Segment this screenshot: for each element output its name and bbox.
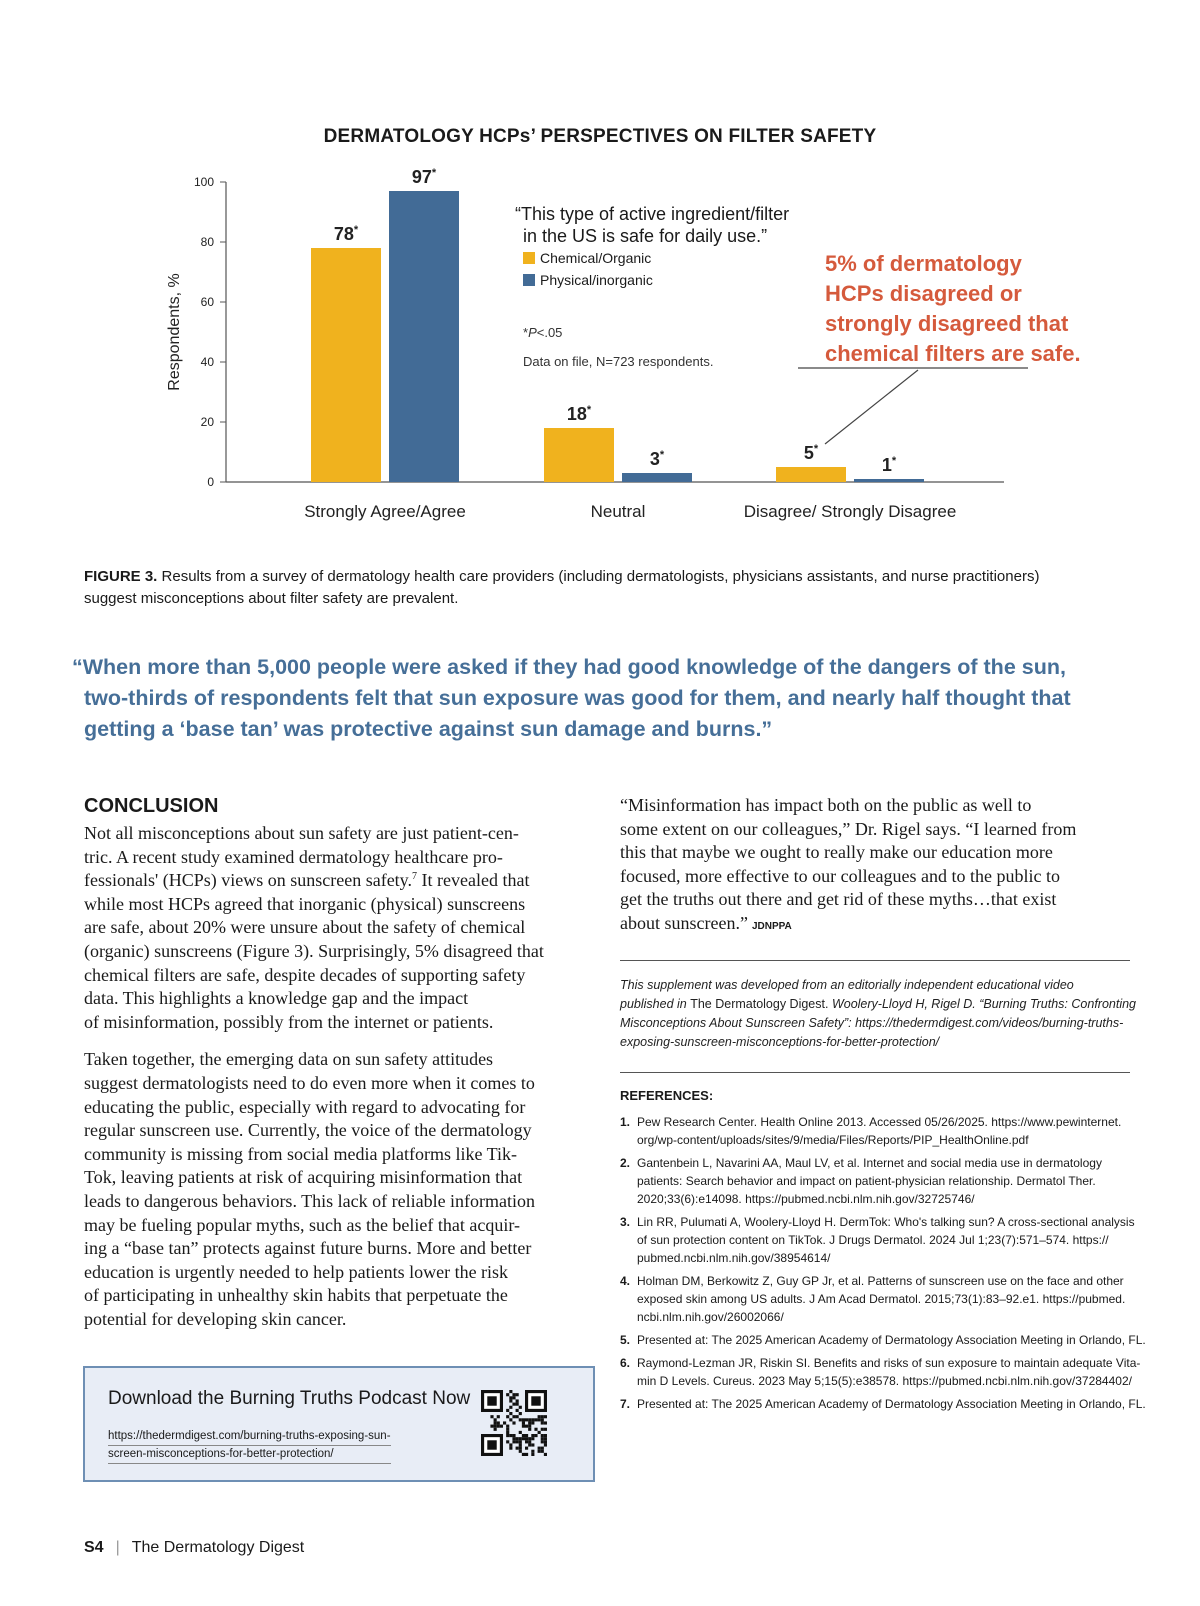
conclusion-paragraph-2 — [84, 1048, 594, 1331]
reference-item: 3. Lin RR, Pulumati A, Woolery-Lloyd H. DermTok: Who's talking sun? A cross-sectional analysis of sun protection content on TikTok. J Drugs Dermatol. 2024 Jul 1;23(7):571–574. https:// pubmed.ncbi.nlm.nih.gov/38954614/ — [620, 1215, 1135, 1265]
chart-callout: 5% of dermatology HCPs disagreed or strongly disagreed that chemical filters are safe. — [825, 251, 1081, 366]
text-line: while most HCPs agreed that inorganic (physical) sunscreens — [84, 893, 526, 914]
bar-chemical — [776, 467, 846, 482]
figure-caption-line-1: Results from a survey of dermatology health care providers (including dermatologists, physicians assistants, and nurse practitioners) — [161, 568, 1040, 585]
x-category-label: Neutral — [590, 502, 646, 521]
podcast-title: Download the Burning Truths Podcast Now — [108, 1388, 471, 1409]
legend-label-physical: Physical/inorganic — [540, 272, 653, 288]
podcast-box — [83, 1366, 595, 1482]
data-note: Data on file, N=723 respondents. — [523, 354, 714, 369]
y-tick-label: 60 — [200, 295, 214, 309]
text-line: get the truths out there and get rid of these myths…that exist — [620, 889, 1057, 910]
text-line: leads to dangerous behaviors. This lack of reliable information — [84, 1190, 536, 1211]
reference-item: 2. Gantenbein L, Navarini AA, Maul LV, et al. Internet and social media use in dermatology patients: Search behavior and impact on patient-physician relationship. Dermatol Ther. 2020;33(6):e14098. https://pubmed.ncbi.nlm.nih.gov/32725746/ — [620, 1156, 1102, 1206]
author-signature: JDNPPA — [751, 920, 792, 932]
callout-leader-line — [825, 370, 918, 444]
bar-value-label: 78* — [333, 224, 359, 244]
reference-item: 5. Presented at: The 2025 American Academy of Dermatology Association Meeting in Orlando, FL. — [620, 1333, 1146, 1347]
y-tick-label: 0 — [207, 475, 214, 489]
text-line: community is missing from social media platforms like Tik- — [84, 1143, 517, 1164]
text-line: Not all misconceptions about sun safety are just patient-cen- — [84, 823, 519, 843]
publication-name: The Dermatology Digest. — [690, 997, 829, 1011]
bar-value-label: 18* — [566, 404, 592, 424]
chart-quote-line-2: in the US is safe for daily use.” — [523, 226, 768, 246]
rigel-quote — [620, 794, 1130, 953]
reference-item: 6. Raymond-Lezman JR, Riskin SI. Benefits and risks of sun exposure to maintain adequate Vita- min D Levels. Cureus. 2023 May 5;15(5):e38578. https://pubmed.ncbi.nlm.nih.gov/37284402/ — [620, 1356, 1141, 1388]
conclusion-paragraph-1 — [84, 822, 594, 1034]
references — [620, 1087, 1146, 1418]
text-line: may be fueling popular myths, such as the belief that acquir- — [84, 1214, 521, 1235]
page-number: S4 — [84, 1539, 104, 1556]
legend-item-physical — [523, 269, 815, 291]
text-line: about sunscreen.” JDNPPA — [620, 912, 792, 933]
citation-superscript: 7 — [412, 871, 418, 883]
publication-name: The Dermatology Digest — [131, 1539, 305, 1556]
podcast-link[interactable]: https://thedermdigest.com/burning-truths-exposing-sun- screen-misconceptions-for-better-protection/ — [108, 1428, 391, 1464]
divider — [620, 960, 1130, 961]
text-line: regular sunscreen use. Currently, the voice of the dermatology — [84, 1120, 532, 1141]
conclusion-column — [84, 795, 594, 1345]
text-line: some extent on our colleagues,” Dr. Rigel says. “I learned from — [620, 818, 1077, 839]
bar-value-label: 1* — [881, 455, 897, 475]
footer-separator: | — [115, 1539, 120, 1556]
legend-label-chemical: Chemical/Organic — [540, 250, 652, 266]
text-line: data. This highlights a knowledge gap and the impact — [84, 988, 469, 1009]
chart-quote-line-1: “This type of active ingredient/filter — [515, 204, 790, 224]
rigel-quote-paragraph — [620, 794, 1130, 939]
x-category-label: Strongly Agree/Agree — [304, 502, 466, 521]
x-category-label: Disagree/ Strongly Disagree — [743, 502, 957, 521]
pull-quote-line: “When more than 5,000 people were asked if they had good knowledge of the dangers of the sun, — [72, 655, 1066, 679]
conclusion-heading: CONCLUSION — [84, 795, 219, 817]
figure-label: FIGURE 3. — [84, 568, 158, 585]
bar-physical — [854, 479, 924, 482]
text-line: fessionals' (HCPs) views on sunscreen safety.$^7$ It revealed that — [84, 870, 530, 891]
y-tick-label: 20 — [200, 415, 214, 429]
legend-swatch-chemical — [523, 252, 535, 264]
text-line: Tok, leaving patients at risk of acquiring misinformation that — [84, 1167, 523, 1188]
pull-quote-line: getting a ‘base tan’ was protective against sun damage and burns.” — [84, 717, 773, 741]
reference-item: 4. Holman DM, Berkowitz Z, Guy GP Jr, et al. Patterns of sunscreen use on the face and other exposed skin among US adults. J Am Acad Dermatol. 2015;73(1):83–92.e1. https://pubmed. ncbi.nlm.nih.gov/26002066/ — [620, 1274, 1126, 1324]
qr-code-icon[interactable] — [481, 1390, 547, 1456]
chart-title: DERMATOLOGY HCPs’ PERSPECTIVES ON FILTER SAFETY — [323, 126, 877, 147]
references-heading: REFERENCES: — [620, 1088, 714, 1103]
text-line: chemical filters are safe, despite decades of supporting safety — [84, 964, 526, 985]
text-line: Taken together, the emerging data on sun safety attitudes — [84, 1049, 494, 1070]
page-footer — [84, 1539, 304, 1557]
bar-chemical — [544, 428, 614, 482]
text-line: (organic) sunscreens (Figure 3). Surprisingly, 5% disagreed that — [84, 940, 544, 961]
y-axis-label: Respondents, % — [166, 273, 183, 391]
bar-chemical — [311, 248, 381, 482]
bar-value-label: 97* — [411, 167, 437, 187]
text-line: of misinformation, possibly from the internet or patients. — [84, 1011, 494, 1032]
text-line: This supplement was developed from an editorially independent educational video — [620, 978, 1074, 992]
y-tick-label: 100 — [193, 175, 214, 189]
text-line: tric. A recent study examined dermatology healthcare pro- — [84, 846, 503, 867]
text-line: focused, more effective to our colleagues and to the public to — [620, 865, 1061, 886]
chart-legend — [515, 203, 815, 291]
bar-value-label: 3* — [649, 449, 665, 469]
text-line: published in The Dermatology Digest. Woolery-Lloyd H, Rigel D. “Burning Truths: Confronting — [620, 997, 1137, 1011]
text-line: suggest dermatologists need to do even more when it comes to — [84, 1072, 535, 1093]
bar-physical — [389, 191, 459, 482]
y-tick-label: 80 — [200, 235, 214, 249]
legend-item-chemical — [523, 247, 815, 269]
text-line: exposing-sunscreen-misconceptions-for-better-protection/ — [620, 1035, 940, 1049]
text-line: “Misinformation has impact both on the public as well to — [620, 795, 1032, 815]
legend-swatch-physical — [523, 274, 535, 286]
text-line: of participating in unhealthy skin habits that perpetuate the — [84, 1285, 508, 1306]
divider — [620, 1072, 1130, 1073]
pull-quote — [72, 652, 1092, 745]
text-line: education is urgently needed to help patients lower the risk — [84, 1261, 509, 1282]
text-line: educating the public, especially with regard to advocating for — [84, 1096, 526, 1117]
figure-caption — [84, 566, 1124, 610]
text-line: Misconceptions About Sunscreen Safety”: https://thedermdigest.com/videos/burning-truths- — [620, 1016, 1124, 1030]
p-value-note: *P<.05 — [523, 325, 563, 340]
reference-item: 7. Presented at: The 2025 American Academy of Dermatology Association Meeting in Orlando, FL. — [620, 1397, 1146, 1411]
text-line: are safe, about 20% were unsure about the safety of chemical — [84, 917, 526, 938]
y-tick-label: 40 — [200, 355, 214, 369]
pull-quote-line: two-thirds of respondents felt that sun exposure was good for them, and nearly half thought that — [84, 686, 1071, 710]
text-line: this that maybe we ought to really make our education more — [620, 842, 1053, 863]
bar-value-label: 5* — [803, 443, 819, 463]
text-line: potential for developing skin cancer. — [84, 1308, 347, 1329]
figure-caption-line-2: suggest misconceptions about filter safety are prevalent. — [84, 590, 459, 607]
text-line: ing a “base tan” protects against future burns. More and better — [84, 1238, 532, 1259]
bar-physical — [622, 473, 692, 482]
supplement-note — [620, 976, 1137, 1052]
reference-item: 1. Pew Research Center. Health Online 2013. Accessed 05/26/2025. https://www.pewinternet. org/wp-content/uploads/sites/9/media/Files/Reports/PIP_HealthOnline.pdf — [620, 1115, 1122, 1147]
